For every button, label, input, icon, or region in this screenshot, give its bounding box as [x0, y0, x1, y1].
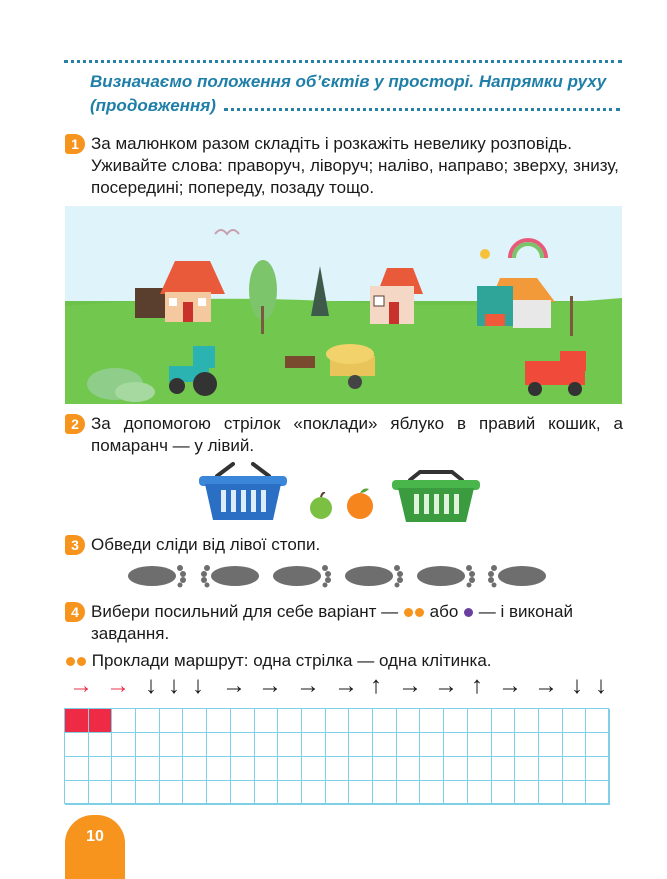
section-title-line2: (продовження)	[90, 96, 216, 115]
route-instruction-text: Проклади маршрут: одна стрілка — одна клітинка.	[91, 651, 492, 670]
grid-cell[interactable]	[563, 781, 587, 805]
route-arrow: →	[334, 672, 358, 699]
grid-cell[interactable]	[444, 733, 468, 757]
top-dotted-divider	[64, 60, 622, 63]
route-arrow: →	[498, 672, 522, 699]
task-2-number: 2	[65, 414, 85, 434]
grid-cell[interactable]	[326, 757, 350, 781]
task-4-text	[91, 601, 631, 645]
route-arrow: →	[434, 672, 458, 699]
grid-cell[interactable]	[302, 781, 326, 805]
level-dot-orange	[77, 657, 86, 666]
grid-cell[interactable]	[420, 733, 444, 757]
grid-cell[interactable]	[539, 757, 563, 781]
grid-cell[interactable]	[255, 733, 279, 757]
grid-cell[interactable]	[207, 733, 231, 757]
grid-cell[interactable]	[468, 733, 492, 757]
grid-cell[interactable]	[112, 757, 136, 781]
grid-cell[interactable]	[65, 781, 89, 805]
grid-cell[interactable]	[373, 709, 397, 733]
grid-cell[interactable]	[349, 733, 373, 757]
grid-cell[interactable]	[278, 709, 302, 733]
grid-cell[interactable]	[563, 733, 587, 757]
task-4-text-before: Вибери посильний для себе варіант —	[91, 602, 399, 621]
grid-cell[interactable]	[515, 709, 539, 733]
grid-cell[interactable]	[373, 733, 397, 757]
grid-cell[interactable]	[444, 781, 468, 805]
route-arrow: ↓	[145, 672, 157, 699]
grid-cell[interactable]	[397, 757, 421, 781]
grid-cell[interactable]	[326, 709, 350, 733]
grid-cell[interactable]	[183, 757, 207, 781]
grid-cell[interactable]	[89, 733, 113, 757]
grid-cell[interactable]	[492, 733, 516, 757]
grid-cell[interactable]	[65, 733, 89, 757]
grid-cell[interactable]	[231, 733, 255, 757]
grid-cell[interactable]	[302, 733, 326, 757]
grid-cell[interactable]	[492, 709, 516, 733]
grid-cell[interactable]	[420, 709, 444, 733]
grid-cell[interactable]	[539, 781, 563, 805]
grid-cell[interactable]	[397, 733, 421, 757]
blue-basket-icon	[197, 462, 289, 522]
route-arrow: →	[534, 672, 558, 699]
task-3-text: Обведи сліди від лівої стопи.	[91, 535, 321, 554]
task-4-text-or: або	[429, 602, 459, 621]
grid-cell[interactable]	[539, 733, 563, 757]
grid-cell[interactable]	[349, 781, 373, 805]
footprints-row	[128, 562, 558, 590]
task-4-number: 4	[65, 602, 85, 622]
footprint-icons	[128, 562, 558, 590]
grid-cell[interactable]	[160, 757, 184, 781]
page-number: 10	[65, 815, 125, 879]
grid-cell[interactable]	[420, 781, 444, 805]
grid-cell[interactable]	[207, 757, 231, 781]
grid-cell[interactable]	[397, 709, 421, 733]
footprint-icon	[345, 565, 403, 588]
task-2-text: За допомогою стрілок «поклади» яблуко в правий кошик, а помаранч — у лівий.	[91, 414, 623, 455]
orange[interactable]	[345, 487, 375, 520]
grid-cell[interactable]	[160, 733, 184, 757]
footprint-icon	[201, 565, 259, 588]
grid-cell[interactable]	[207, 709, 231, 733]
grid-cell[interactable]	[302, 709, 326, 733]
grid-cell[interactable]	[89, 709, 113, 733]
grid-cell[interactable]	[420, 757, 444, 781]
grid-cell[interactable]	[373, 757, 397, 781]
route-arrow: →	[296, 672, 320, 699]
grid-cell[interactable]	[65, 709, 89, 733]
grid-cell[interactable]	[89, 757, 113, 781]
section-title-line1: Визначаємо положення об’єктів у просторі. Напрямки руху	[90, 72, 607, 91]
grid-cell[interactable]	[112, 709, 136, 733]
farm-scene-illustration	[65, 206, 622, 404]
grid-cell[interactable]	[468, 781, 492, 805]
grid-cell[interactable]	[515, 757, 539, 781]
grid-cell[interactable]	[255, 757, 279, 781]
grid-cell[interactable]	[492, 757, 516, 781]
footprint-icon	[273, 565, 331, 588]
title-dotted-divider	[224, 108, 620, 111]
grid-cell[interactable]	[563, 709, 587, 733]
grid-cell[interactable]	[255, 709, 279, 733]
grid-cell[interactable]	[255, 781, 279, 805]
grid-cell[interactable]	[515, 733, 539, 757]
grid-cell[interactable]	[112, 733, 136, 757]
grid-cell[interactable]	[373, 781, 397, 805]
grid-cell[interactable]	[444, 709, 468, 733]
route-arrow: ↑	[471, 672, 483, 699]
grid-cell[interactable]	[136, 709, 160, 733]
footprint-icon	[488, 565, 546, 588]
grid-cell[interactable]	[515, 781, 539, 805]
footprint-icon	[128, 565, 186, 588]
grid-cell[interactable]	[349, 757, 373, 781]
grid-cell[interactable]	[349, 709, 373, 733]
footprint-icon	[417, 565, 475, 588]
grid-cell[interactable]	[326, 781, 350, 805]
orange-icon	[345, 487, 375, 520]
route-arrow: ↓	[571, 672, 583, 699]
grid-cell[interactable]	[183, 709, 207, 733]
level-dot-orange	[66, 657, 75, 666]
grid-cell[interactable]	[89, 781, 113, 805]
grid-cell[interactable]	[397, 781, 421, 805]
route-arrow: ↑	[370, 672, 382, 699]
route-arrow: →	[258, 672, 282, 699]
grid-cell[interactable]	[136, 733, 160, 757]
grid-cell[interactable]	[563, 757, 587, 781]
grid-cell[interactable]	[231, 709, 255, 733]
grid-cell[interactable]	[278, 757, 302, 781]
grid-cell[interactable]	[586, 709, 610, 733]
level-dot-orange	[404, 608, 413, 617]
route-arrow: →	[106, 672, 130, 699]
grid-cell[interactable]	[136, 781, 160, 805]
apple-icon	[308, 492, 334, 520]
task-1-text: За малюнком разом складіть і розкажіть невелику розповідь. Уживайте слова: праворуч, ліворуч; наліво, направо; зверху, знизу, посередині; попереду, позаду тощо.	[91, 134, 619, 197]
route-arrow: ↓	[192, 672, 204, 699]
grid-cell[interactable]	[326, 733, 350, 757]
green-basket-icon	[390, 470, 482, 524]
farm-scene-svg	[65, 206, 622, 404]
route-arrow: →	[69, 672, 93, 699]
route-instruction	[65, 650, 492, 672]
grid-cell[interactable]	[278, 733, 302, 757]
grid-cell[interactable]	[231, 781, 255, 805]
section-title	[90, 70, 620, 118]
grid-cell[interactable]	[183, 781, 207, 805]
grid-cell[interactable]	[65, 757, 89, 781]
basket-right	[390, 470, 482, 524]
route-grid[interactable]	[64, 708, 609, 804]
grid-cell[interactable]	[302, 757, 326, 781]
grid-cell[interactable]	[586, 757, 610, 781]
route-arrow: →	[398, 672, 422, 699]
grid-cell[interactable]	[112, 781, 136, 805]
task-4-text-after: — і виконай завдання.	[91, 602, 573, 643]
grid-cell[interactable]	[539, 709, 563, 733]
level-dot-purple	[464, 608, 473, 617]
grid-cell[interactable]	[183, 733, 207, 757]
route-arrow: ↓	[168, 672, 180, 699]
route-arrow: ↓	[595, 672, 607, 699]
level-dot-orange	[415, 608, 424, 617]
apple[interactable]	[308, 492, 334, 520]
grid-cell[interactable]	[492, 781, 516, 805]
grid-cell[interactable]	[468, 757, 492, 781]
task-1-number: 1	[65, 134, 85, 154]
grid-cell[interactable]	[278, 781, 302, 805]
grid-cell[interactable]	[160, 709, 184, 733]
grid-cell[interactable]	[444, 757, 468, 781]
grid-cell[interactable]	[586, 733, 610, 757]
grid-cell[interactable]	[231, 757, 255, 781]
grid-cell[interactable]	[586, 781, 610, 805]
task-3-number: 3	[65, 535, 85, 555]
basket-left	[197, 462, 289, 522]
grid-cell[interactable]	[207, 781, 231, 805]
grid-cell[interactable]	[468, 709, 492, 733]
grid-cell[interactable]	[160, 781, 184, 805]
grid-cell[interactable]	[136, 757, 160, 781]
route-arrow: →	[222, 672, 246, 699]
